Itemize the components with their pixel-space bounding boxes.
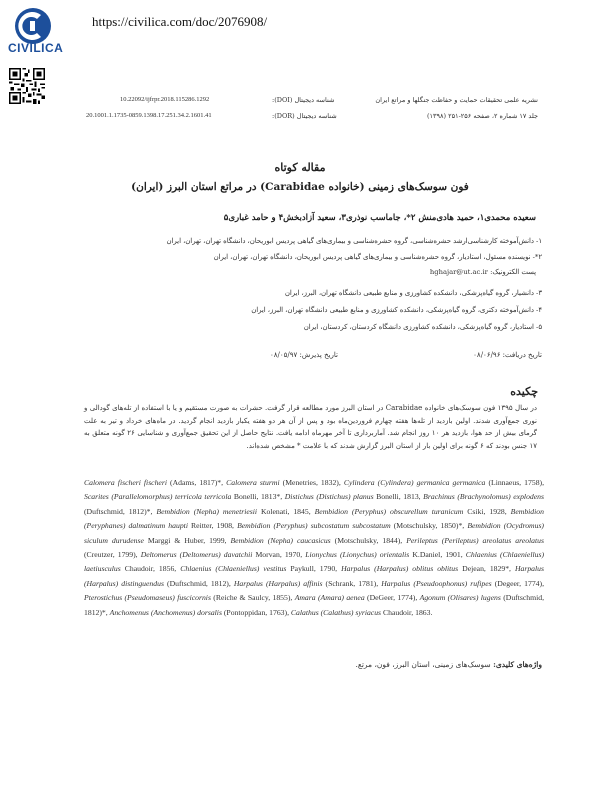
species-authority: (Reiche & Saulcy, 1855),: [210, 593, 295, 603]
species-name: Bembidion (Ocydromus) siculum durudense: [84, 521, 544, 545]
species-authority: Marggi & Huber, 1999,: [143, 535, 231, 545]
species-name: Calomera fischeri fischeri: [84, 478, 167, 487]
species-authority: Bonelli, 1813,: [373, 492, 424, 502]
species-name: Distichus (Distichus) planus: [284, 492, 374, 502]
species-authority: Csiki, 1928,: [463, 506, 511, 516]
species-authority: (Duftschmid, 1812),: [163, 578, 234, 588]
species-authority: Paykull, 1790,: [286, 564, 342, 574]
species-authority: (Duftschmid, 1812)*,: [84, 593, 544, 617]
species-authority: Kolenati, 1845,: [257, 506, 315, 516]
abstract-body: در سال ۱۳۹۵ فون سوسک‌های خانواده Carabidae در استان البرز مورد مطالعه قرار گرفت. حشرات به صورت مستقیم و یا با استفاده از تله‌های گودالی و نوری جمع‌آوری شدند. اولین بازدید از تله‌ها هفته چهارم فروردین‌ماه بود و پس از آن هر دو هفته یکبار بازدید انجام گردید. در ماه‌های خرداد و تیر به علت گرمای بیش از حد هوا، بازدید هر ۱۰ روز انجام شد. آماربرداری تا آخر مهرماه ادامه یافت. نتایج حاصل از این تحقیق جمع‌آوری و شناسایی ۲۶ گونه متعلق به ۱۷ جنس بودند که ۶ گونه برای اولین بار از استان البرز گزارش شدند که با علامت * مشخص شده‌اند.: [84, 404, 537, 450]
species-name: Bembidion (Nepha) menetriesii: [156, 506, 258, 516]
species-authority: K.Daniel, 1901,: [409, 550, 466, 560]
affiliation-3: ۳- دانشیار، گروه گیاه‌پزشکی، دانشکده کشاورزی و منابع طبیعی دانشگاه تهران، البرز، ایران: [284, 289, 542, 297]
received-date: تاریخ دریافت: ۰۸/۰۶/۹۶: [473, 351, 542, 359]
species-name: Amara (Amara) aenea: [294, 593, 365, 603]
species-name: Chlaenius (Chlaeniellus) vestitus: [180, 564, 287, 574]
species-name: Scarites (Parallelomorphus) terricola terricola: [84, 492, 232, 502]
species-authority: (Menetries, 1832),: [279, 478, 344, 487]
species-name: Bembidion (Peryphus) subcostatum subcostatum: [237, 521, 391, 531]
species-name: Brachinus (Brachynolomus) explodens: [423, 492, 545, 502]
species-name: Harpalus (Pseudoophonus) rufipes: [381, 578, 492, 588]
dor-label: شناسه دیجیتال (DOR):: [272, 112, 337, 120]
species-authority: (Adams, 1817)*,: [166, 478, 227, 487]
affiliation-4: ۴- دانش‌آموخته دکتری، گروه گیاه‌پزشکی، دانشکده کشاورزی و منابع طبیعی دانشگاه تهران، البرز، ایران: [251, 306, 542, 314]
species-authority: (Pontoppidan, 1763),: [221, 607, 291, 617]
qr-code-icon: [9, 68, 45, 104]
species-name: Harpalus (Harpalus) oblitus oblitus: [341, 564, 459, 574]
abstract-heading: چکیده: [510, 385, 538, 398]
affiliation-5: ۵- استادیار، گروه گیاه‌پزشکی، دانشکده کشاورزی دانشگاه کردستان، کردستان، ایران: [303, 323, 542, 331]
keywords: [355, 660, 542, 669]
species-list: [84, 476, 544, 620]
corresponding-email[interactable]: پست الکترونیک: hghajar@ut.ac.ir: [429, 268, 536, 276]
species-authority: Dejean, 1829*,: [458, 564, 515, 574]
species-name: Bembidion (Peryphanes) dalmatinum haupti: [84, 506, 544, 531]
species-name: Pterostichus (Pseudomaseus) fuscicornis: [84, 593, 211, 603]
species-name: Chlaenius (Chlaeniellus) laetiusculus: [84, 550, 545, 574]
species-name: Cylindera (Cylindera) germanica germanica: [343, 478, 486, 487]
logo-text: CIVILICA: [8, 41, 64, 55]
document-url[interactable]: https://civilica.com/doc/2076908/: [92, 14, 268, 29]
species-authority: (Creutzer, 1799),: [84, 550, 141, 560]
doi-label: شناسه دیجیتال (DOI):: [272, 96, 335, 104]
affiliation-1: ۱- دانش‌آموخته کارشناسی‌ارشد حشره‌شناسی، گروه حشره‌شناسی و بیماری‌های گیاهی پردیس ابوریحان، دانشگاه تهران، تهران، ایران: [166, 237, 542, 245]
species-authority: (Linnaeus, 1758),: [485, 478, 545, 487]
species-authority: Chaudoir, 1856,: [120, 564, 181, 574]
species-name: Calomera sturmi: [226, 478, 280, 487]
species-authority: Bonelli, 1813*,: [231, 492, 285, 502]
species-name: Harpalus (Harpalus) affinis: [233, 578, 323, 588]
keywords-label: واژه‌های کلیدی:: [493, 660, 542, 669]
species-authority: Reitter, 1908,: [187, 521, 238, 531]
species-name: Anchomenus (Anchomenus) dorsalis: [109, 607, 222, 617]
journal-name: نشریه علمی تحقیقات حمایت و حفاظت جنگلها و مراتع ایران: [375, 96, 538, 104]
accepted-date: تاریخ پذیرش: ۰۸/۰۵/۹۷: [270, 351, 338, 359]
affiliation-2: ۲*- نویسنده مسئول، استادیار، گروه حشره‌شناسی و بیماری‌های گیاهی پردیس ابوریحان، دانشگاه تهران، تهران، ایران: [213, 253, 542, 261]
article-title: فون سوسک‌های زمینی (خانواده Carabidae) در مراتع استان البرز (ایران): [131, 181, 469, 193]
species-name: Harpalus (Harpalus) distinguendus: [84, 564, 544, 588]
species-authority: (DeGeer, 1774),: [364, 593, 420, 603]
species-name: Perileptus (Perileptus) areolatus areolatus: [406, 535, 544, 545]
species-name: Agonum (Olisares) lugens: [419, 593, 501, 603]
volume-info: جلد ۱۷ شماره ۲، صفحه ۲۵۶-۲۵۱ (۱۳۹۸): [426, 112, 538, 120]
doi-value[interactable]: 10.22092/ijfrpr.2018.115286.1292: [120, 96, 210, 103]
author-list: سعیده محمدی۱، حمید هادی‌منش ۲*، جاماسب نوذری۳، سعید آزادبخش۴ و حامد غباری۵: [223, 213, 536, 223]
species-name: Calathus (Calathus) syriacus: [290, 607, 382, 617]
species-name: Bembidion (Peryphus) obscurellum turanicum: [314, 506, 464, 516]
species-name: Lionychus (Lionychus) orientalis: [305, 550, 410, 560]
species-name: Bembidion (Nepha) caucasicus: [230, 535, 331, 545]
species-authority: Chaudoir, 1863.: [381, 607, 433, 617]
article-type-label: مقاله کوتاه: [274, 161, 326, 174]
dor-value[interactable]: 20.1001.1.1735-0859.1398.17.251.34.2.1601.41: [86, 112, 212, 119]
species-authority: (Schrank, 1781),: [322, 578, 382, 588]
species-authority: Morvan, 1970,: [252, 550, 306, 560]
keywords-value: سوسک‌های زمینی، استان البرز، فون، مرتع.: [355, 660, 491, 669]
species-name: Deltomerus (Deltomerus) davatchii: [140, 550, 253, 560]
species-authority: (Duftschmid, 1812)*,: [84, 506, 157, 516]
species-authority: (Motschulsky, 1850)*,: [390, 521, 468, 531]
species-authority: (Motschulsky, 1844),: [330, 535, 407, 545]
species-authority: (Degeer, 1774),: [491, 578, 545, 588]
